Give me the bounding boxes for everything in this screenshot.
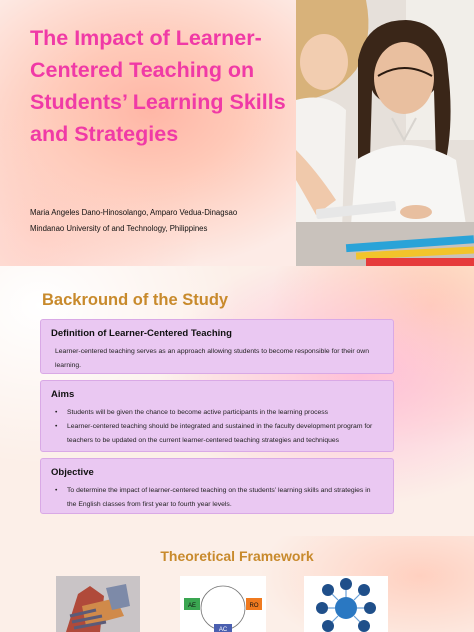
classroom-photo xyxy=(296,0,474,266)
objective-list xyxy=(55,484,379,512)
diagram-label-ae: AE xyxy=(187,603,197,609)
box-title: Aims xyxy=(51,389,75,400)
diagram-label-ac: AC xyxy=(218,627,228,632)
authors: Maria Angeles Dano-Hinosolango, Amparo Vedua-Dinagsao xyxy=(30,208,238,217)
list-item: • Learner-centered teaching should be integrated and sustained in the faculty development program for teachers to be updated on the current learner-centered teaching strategies and techniques xyxy=(55,420,379,448)
affiliation: Mindanao University of and Technology, Philippines xyxy=(30,224,208,233)
diagram-label-ro: RO xyxy=(249,603,259,609)
framework-section xyxy=(0,536,474,632)
radial-diagram xyxy=(304,576,388,632)
box-title: Definition of Learner-Centered Teaching xyxy=(51,328,232,339)
students-illustration xyxy=(296,0,474,266)
aims-list xyxy=(55,406,379,448)
section-heading: Backround of the Study xyxy=(42,291,229,309)
sculpture-image xyxy=(56,576,140,632)
aims-box xyxy=(40,380,394,452)
background-section xyxy=(0,266,474,536)
list-item: • To determine the impact of learner-centered teaching on the students’ learning skills and strategies in the English classes from first year to fourth year levels. xyxy=(55,484,379,512)
objective-box xyxy=(40,458,394,514)
box-title: Objective xyxy=(51,467,94,478)
poster-header xyxy=(0,0,474,266)
cycle-diagram xyxy=(180,576,266,632)
section-heading: Theoretical Framework xyxy=(160,548,314,564)
box-paragraph: Learner-centered teaching serves as an approach allowing students to become responsible for their own learning. xyxy=(55,348,369,369)
poster-title: The Impact of Learner-Centered Teaching on Students’ Learning Skills and Strategies xyxy=(30,26,286,146)
list-item: • Students will be given the chance to become active participants in the learning process xyxy=(55,406,379,420)
definition-box xyxy=(40,319,394,374)
